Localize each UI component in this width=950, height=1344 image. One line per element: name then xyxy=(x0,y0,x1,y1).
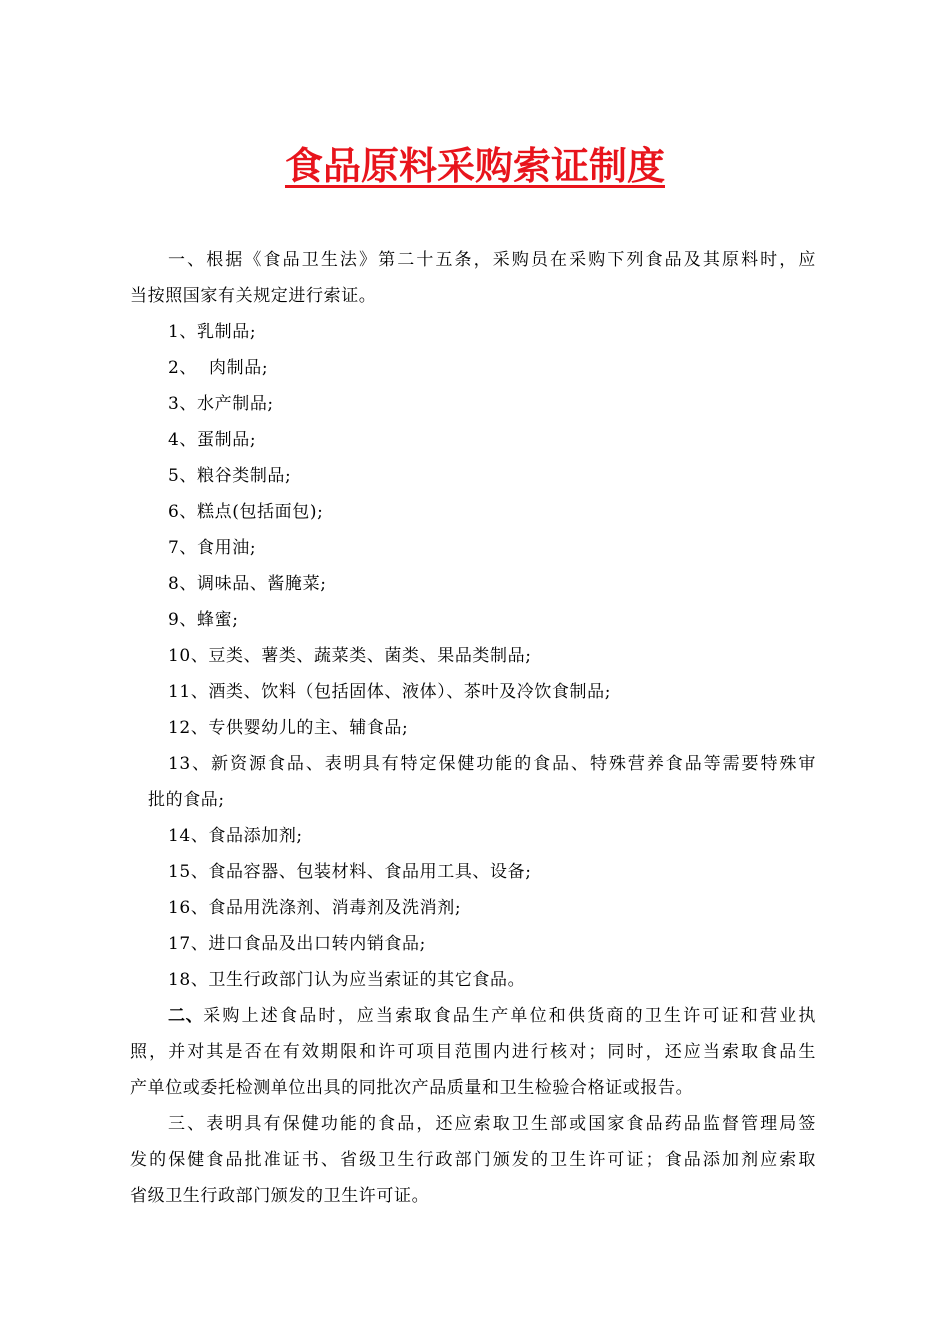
section-2-line-1-text: 采购上述食品时，应当索取食品生产单位和供货商的卫生许可证和营业执 xyxy=(203,1006,816,1026)
list-item-3: 3、水产制品; xyxy=(168,394,274,414)
list-item-10: 10、豆类、薯类、蔬菜类、菌类、果品类制品; xyxy=(168,646,532,666)
list-item-4: 4、蛋制品; xyxy=(168,430,257,450)
section-3-line-3: 省级卫生行政部门颁发的卫生许可证。 xyxy=(130,1186,430,1206)
section-2-line-2: 照，并对其是否在有效期限和许可项目范围内进行核对；同时，还应当索取食品生 xyxy=(130,1042,816,1062)
section-2-lead: 二、 xyxy=(168,1006,204,1026)
list-item-13-line-2: 批的食品; xyxy=(148,790,225,810)
list-item-7: 7、食用油; xyxy=(168,538,257,558)
list-item-11: 11、酒类、饮料（包括固体、液体）、茶叶及冷饮食制品; xyxy=(168,682,612,702)
list-item-12: 12、专供婴幼儿的主、辅食品; xyxy=(168,718,409,738)
list-item-13-line-1: 13、新资源食品、表明具有特定保健功能的食品、特殊营养食品等需要特殊审 xyxy=(168,754,816,774)
section-2-line-1 xyxy=(168,1004,816,1028)
list-item-18: 18、卫生行政部门认为应当索证的其它食品。 xyxy=(168,970,526,990)
list-item-5: 5、粮谷类制品; xyxy=(168,466,292,486)
list-item-15: 15、食品容器、包装材料、食品用工具、设备; xyxy=(168,862,532,882)
list-item-2: 2、 肉制品; xyxy=(168,358,269,378)
document-title-text: 食品原料采购索证制度 xyxy=(284,144,665,188)
section-3-line-1: 三、表明具有保健功能的食品，还应索取卫生部或国家食品药品监督管理局签 xyxy=(168,1114,816,1134)
section-1-line-1: 一、根据《食品卫生法》第二十五条，采购员在采购下列食品及其原料时，应 xyxy=(168,250,816,270)
list-item-16: 16、食品用洗涤剂、消毒剂及洗消剂; xyxy=(168,898,462,918)
list-item-14: 14、食品添加剂; xyxy=(168,826,303,846)
document-title xyxy=(0,140,950,192)
list-item-9: 9、蜂蜜; xyxy=(168,610,239,630)
list-item-6: 6、糕点(包括面包); xyxy=(168,502,324,522)
list-item-17: 17、进口食品及出口转内销食品; xyxy=(168,934,426,954)
list-item-8: 8、调味品、酱腌菜; xyxy=(168,574,327,594)
section-1-line-2: 当按照国家有关规定进行索证。 xyxy=(130,286,377,306)
section-3-line-2: 发的保健食品批准证书、省级卫生行政部门颁发的卫生许可证；食品添加剂应索取 xyxy=(130,1150,816,1170)
list-item-1: 1、乳制品; xyxy=(168,322,257,342)
section-2-line-3: 产单位或委托检测单位出具的同批次产品质量和卫生检验合格证或报告。 xyxy=(130,1078,694,1098)
